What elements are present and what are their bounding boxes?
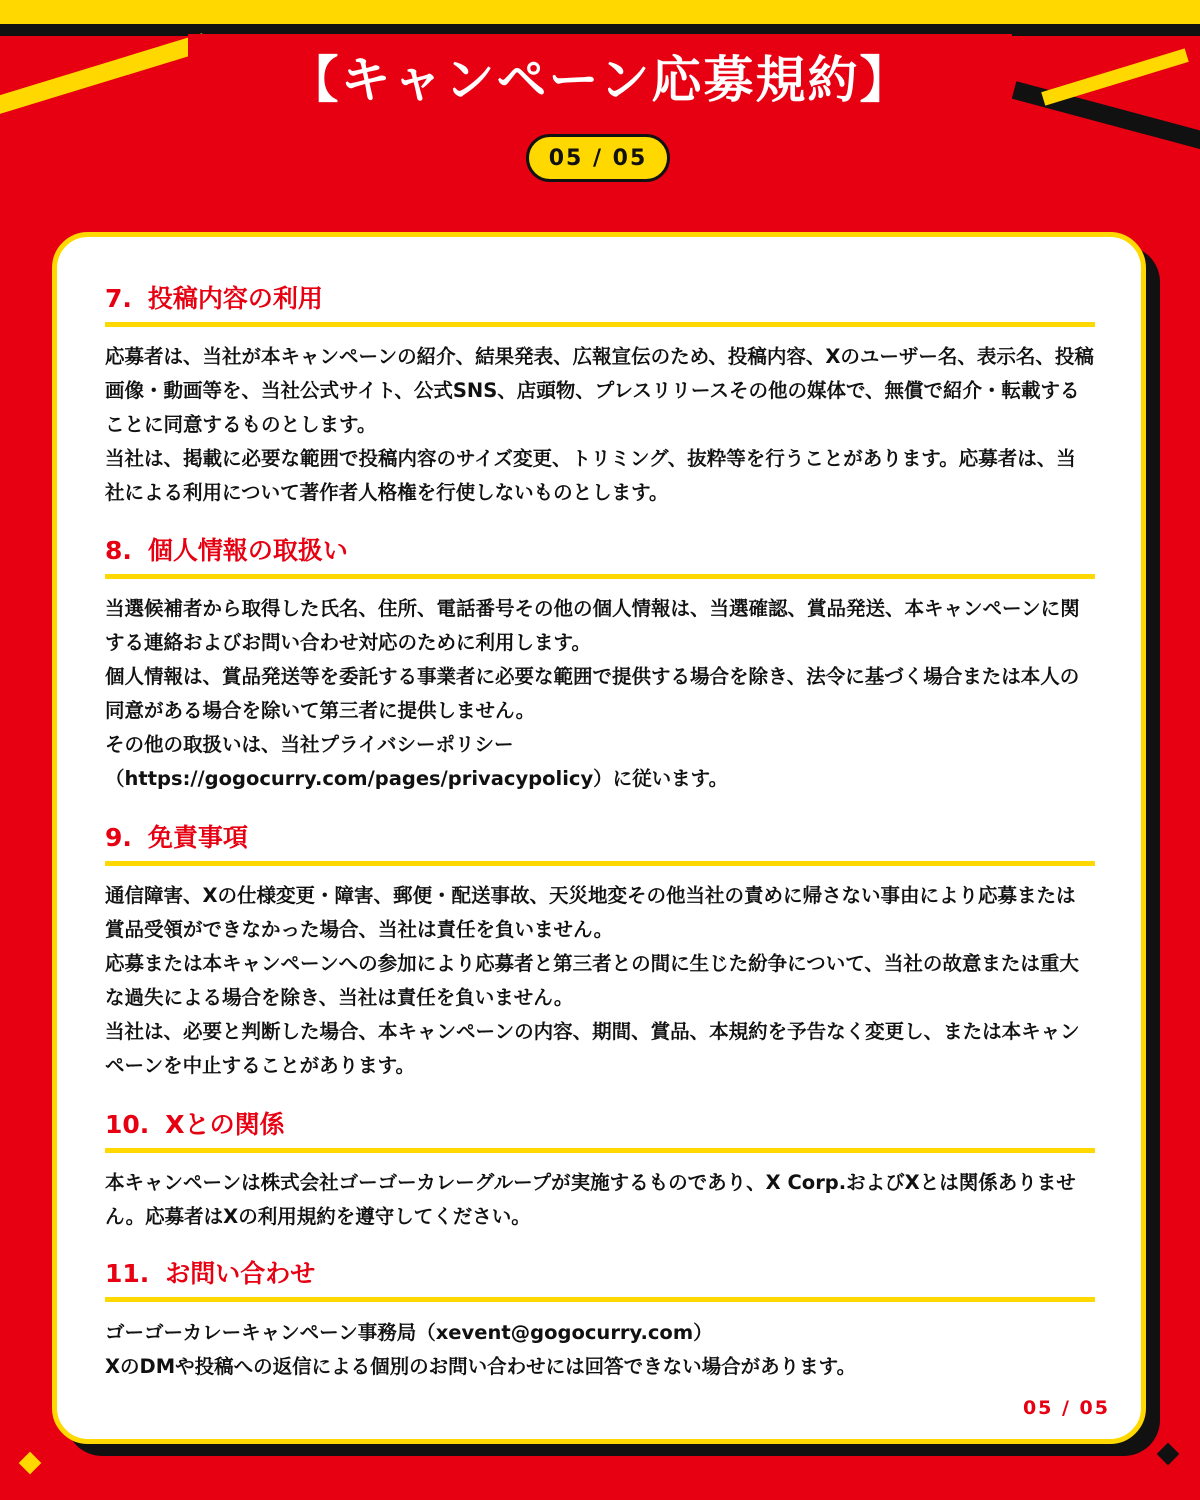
section-heading-7 — [105, 283, 1095, 327]
page-indicator-badge: 05 / 05 — [526, 134, 670, 182]
section-body-9 — [105, 879, 1095, 1083]
paragraph: 本キャンペーンは株式会社ゴーゴーカレーグループが実施するものであり、X Corp.およびXとは関係ありません。応募者はXの利用規約を遵守してください。 — [105, 1171, 1076, 1228]
section-body-11 — [105, 1316, 1095, 1384]
section-heading-8 — [105, 535, 1095, 579]
section-number: 10. — [105, 1110, 150, 1139]
section-body-10 — [105, 1166, 1095, 1234]
footer-page-indicator: 05 / 05 — [1022, 1397, 1110, 1419]
paragraph: 応募または本キャンペーンへの参加により応募者と第三者との間に生じた紛争について、当社の故意または重大な過失による場合を除き、当社は責任を負いません。 — [105, 952, 1079, 1009]
paragraph: （https://gogocurry.com/pages/privacypolicy）に従います。 — [105, 767, 729, 790]
section-heading-10 — [105, 1109, 1095, 1153]
section-number: 7. — [105, 284, 132, 313]
section-heading-9 — [105, 822, 1095, 866]
paragraph: 当社は、必要と判断した場合、本キャンペーンの内容、期間、賞品、本規約を予告なく変更し、または本キャンペーンを中止することがあります。 — [105, 1020, 1080, 1077]
paragraph: 通信障害、Xの仕様変更・障害、郵便・配送事故、天災地変その他当社の責めに帰さない事由により応募または賞品受領ができなかった場合、当社は責任を負いません。 — [105, 884, 1076, 941]
section-number: 8. — [105, 536, 132, 565]
section-title: 個人情報の取扱い — [147, 536, 348, 565]
paragraph: 当社は、掲載に必要な範囲で投稿内容のサイズ変更、トリミング、抜粋等を行うことがあります。応募者は、当社による利用について著作者人格権を行使しないものとします。 — [105, 447, 1076, 504]
section-title: 投稿内容の利用 — [147, 284, 323, 313]
page-title: 【キャンペーン応募規約】 — [288, 51, 912, 109]
paragraph: ゴーゴーカレーキャンペーン事務局（xevent@gogocurry.com） — [105, 1321, 713, 1344]
paragraph: 当選候補者から取得した氏名、住所、電話番号その他の個人情報は、当選確認、賞品発送、本キャンペーンに関する連絡およびお問い合わせ対応のために利用します。 — [105, 597, 1080, 654]
section-title: Xとの関係 — [165, 1110, 285, 1139]
section-number: 9. — [105, 823, 132, 852]
section-title: 免責事項 — [147, 823, 248, 852]
section-heading-11 — [105, 1258, 1095, 1302]
section-number: 11. — [105, 1259, 150, 1288]
diamond-ornament — [1157, 1443, 1180, 1466]
diamond-ornament — [19, 1452, 42, 1475]
section-title: お問い合わせ — [165, 1259, 316, 1288]
paragraph: 個人情報は、賞品発送等を委託する事業者に必要な範囲で提供する場合を除き、法令に基づく場合または本人の同意がある場合を除いて第三者に提供しません。 — [105, 665, 1080, 722]
paragraph: その他の取扱いは、当社プライバシーポリシー — [105, 733, 514, 756]
top-stripe-yellow — [0, 0, 1200, 24]
paragraph: XのDMや投稿への返信による個別のお問い合わせには回答できない場合があります。 — [105, 1355, 857, 1378]
paragraph: 応募者は、当社が本キャンペーンの紹介、結果発表、広報宣伝のため、投稿内容、Xのユーザー名、表示名、投稿画像・動画等を、当社公式サイト、公式SNS、店頭物、プレスリリースその他の媒体で、無償で紹介・転載することに同意するものとします。 — [105, 345, 1094, 436]
section-body-7 — [105, 340, 1095, 510]
section-body-8 — [105, 592, 1095, 796]
